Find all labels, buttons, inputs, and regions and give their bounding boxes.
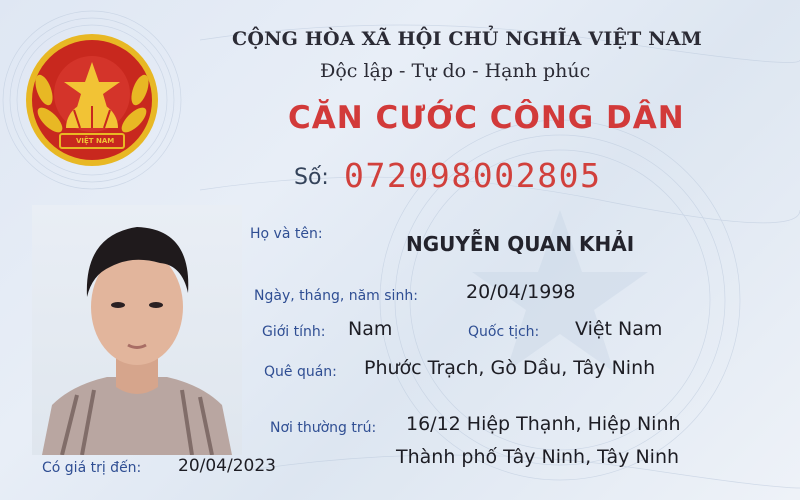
- full-name: NGUYỄN QUAN KHẢI: [406, 232, 635, 256]
- residence-label: Nơi thường trú:: [270, 420, 377, 436]
- id-number: 072098002805: [344, 156, 602, 195]
- nationality-value: Việt Nam: [575, 318, 663, 340]
- sex-label: Giới tính:: [262, 324, 326, 340]
- expiry-value: 20/04/2023: [178, 456, 276, 476]
- residence-line1: 16/12 Hiệp Thạnh, Hiệp Ninh: [406, 413, 681, 435]
- country-header: CỘNG HÒA XÃ HỘI CHỦ NGHĨA VIỆT NAM: [232, 28, 703, 50]
- nationality-label: Quốc tịch:: [468, 324, 540, 340]
- dob-value: 20/04/1998: [466, 281, 576, 303]
- card-title: CĂN CƯỚC CÔNG DÂN: [288, 100, 685, 136]
- residence-line2: Thành phố Tây Ninh, Tây Ninh: [396, 446, 680, 468]
- sex-value: Nam: [348, 318, 393, 340]
- motto: Độc lập - Tự do - Hạnh phúc: [320, 60, 591, 82]
- emblem-ribbon-text: VIỆT NAM: [76, 137, 115, 145]
- expiry-label: Có giá trị đến:: [42, 460, 142, 476]
- dob-label: Ngày, tháng, năm sinh:: [254, 288, 418, 304]
- id-number-label: Số:: [294, 165, 329, 190]
- portrait-photo: [32, 205, 242, 455]
- full-name-label: Họ và tên:: [250, 226, 323, 242]
- origin-value: Phước Trạch, Gò Dầu, Tây Ninh: [364, 357, 656, 379]
- origin-label: Quê quán:: [264, 364, 337, 380]
- national-emblem-icon: [22, 30, 162, 170]
